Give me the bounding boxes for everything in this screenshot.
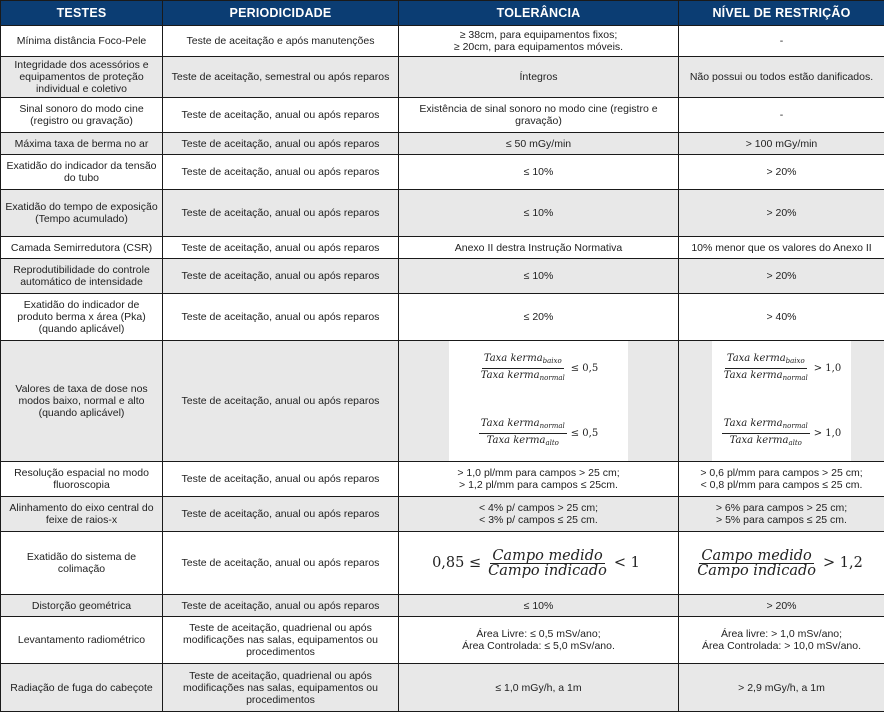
cell-restriction: - <box>679 26 884 57</box>
formula-dose-rest-2: $\frac{Taxa kerma_{normal}}{Taxa kerma_{alto}}$ > 1,0 <box>723 418 842 447</box>
tolerance-line: > 1,2 pl/mm para campos ≤ 25cm. <box>459 479 618 491</box>
cell-restriction: > 20% <box>679 595 884 617</box>
cell-restriction <box>679 341 884 462</box>
cell-test: Mínima distância Foco-Pele <box>1 26 163 57</box>
tolerance-line: < 3% p/ campos ≤ 25 cm. <box>479 514 598 526</box>
cell-period: Teste de aceitação, anual ou após reparos <box>163 237 399 259</box>
header-row <box>1 1 884 26</box>
cell-test: Alinhamento do eixo central do feixe de raios-x <box>1 497 163 532</box>
tolerance-line: > 1,0 pl/mm para campos > 25 cm; <box>457 467 620 479</box>
table-row <box>1 462 884 497</box>
tolerance-line: Área Livre: ≤ 0,5 mSv/ano; <box>476 628 601 640</box>
table-row <box>1 190 884 237</box>
tolerance-line: ≥ 38cm, para equipamentos fixos; <box>459 29 618 41</box>
cell-tolerance: ≤ 10% <box>399 595 679 617</box>
cell-period: Teste de aceitação, anual ou após reparos <box>163 259 399 294</box>
formula-colimation-rest: $\frac{\text{Campo medido}}{\text{Campo indicado}}$ > 1,2 <box>697 547 863 579</box>
tolerance-line: ≥ 20cm, para equipamentos móveis. <box>453 41 624 53</box>
cell-tolerance <box>399 497 679 532</box>
restriction-line: Área Controlada: > 10,0 mSv/ano. <box>701 640 862 652</box>
cell-test: Distorção geométrica <box>1 595 163 617</box>
table-row <box>1 664 884 712</box>
cell-tolerance: ≤ 50 mGy/min <box>399 133 679 155</box>
restriction-line: > 0,6 pl/mm para campos > 25 cm; <box>700 467 863 479</box>
formula-colimation-tol: 0,85 ≤ $\frac{\text{Campo medido}}{\text{Campo indicado}}$ < 1 <box>432 547 640 579</box>
cell-period: Teste de aceitação, anual ou após reparos <box>163 497 399 532</box>
cell-test: Exatidão do sistema de colimação <box>1 532 163 595</box>
table-row <box>1 237 884 259</box>
restriction-line: > 6% para campos > 25 cm; <box>715 502 848 514</box>
table-row <box>1 497 884 532</box>
cell-test: Levantamento radiométrico <box>1 617 163 664</box>
cell-restriction <box>679 617 884 664</box>
cell-restriction: - <box>679 98 884 133</box>
cell-period: Teste de aceitação, anual ou após reparos <box>163 133 399 155</box>
table-row <box>1 98 884 133</box>
cell-tolerance: Íntegros <box>399 57 679 98</box>
cell-test: Integridade dos acessórios e equipamentos de proteção individual e coletivo <box>1 57 163 98</box>
cell-tolerance: Anexo II destra Instrução Normativa <box>399 237 679 259</box>
cell-test: Exatidão do indicador de produto berma x área (Pka) (quando aplicável) <box>1 294 163 341</box>
cell-test: Resolução espacial no modo fluoroscopia <box>1 462 163 497</box>
cell-tolerance: ≤ 10% <box>399 155 679 190</box>
table-row <box>1 294 884 341</box>
cell-tolerance: ≤ 20% <box>399 294 679 341</box>
cell-period: Teste de aceitação, anual ou após reparos <box>163 341 399 462</box>
cell-period: Teste de aceitação, anual ou após reparos <box>163 595 399 617</box>
table-row <box>1 341 884 462</box>
cell-test: Camada Semirredutora (CSR) <box>1 237 163 259</box>
table-row <box>1 26 884 57</box>
cell-period: Teste de aceitação, anual ou após reparos <box>163 294 399 341</box>
table-row <box>1 617 884 664</box>
cell-period: Teste de aceitação, quadrienal ou após modificações nas salas, equipamentos ou procedimentos <box>163 664 399 712</box>
restriction-line: Área livre: > 1,0 mSv/ano; <box>720 628 843 640</box>
header-nivel-restricao: NÍVEL DE RESTRIÇÃO <box>679 1 884 26</box>
cell-tolerance <box>399 532 679 595</box>
cell-restriction: > 20% <box>679 155 884 190</box>
cell-period: Teste de aceitação, anual ou após reparos <box>163 155 399 190</box>
cell-period: Teste de aceitação, semestral ou após reparos <box>163 57 399 98</box>
cell-period: Teste de aceitação, anual ou após reparos <box>163 462 399 497</box>
table-row <box>1 133 884 155</box>
formula-dose-rest-1: $\frac{Taxa kerma_{baixo}}{Taxa kerma_{normal}}$ > 1,0 <box>723 353 842 382</box>
cell-test: Radiação de fuga do cabeçote <box>1 664 163 712</box>
header-tolerancia: TOLERÂNCIA <box>399 1 679 26</box>
cell-restriction: > 20% <box>679 190 884 237</box>
table-row <box>1 155 884 190</box>
cell-period: Teste de aceitação e após manutenções <box>163 26 399 57</box>
cell-test: Sinal sonoro do modo cine (registro ou gravação) <box>1 98 163 133</box>
cell-test: Reprodutibilidade do controle automático de intensidade <box>1 259 163 294</box>
cell-restriction: > 100 mGy/min <box>679 133 884 155</box>
table-row <box>1 595 884 617</box>
table-row <box>1 57 884 98</box>
cell-restriction: > 20% <box>679 259 884 294</box>
cell-period: Teste de aceitação, anual ou após reparos <box>163 190 399 237</box>
cell-tolerance <box>399 617 679 664</box>
formula-dose-tol-2: $\frac{Taxa kerma_{normal}}{Taxa kerma_{alto}}$ ≤ 0,5 <box>480 418 599 447</box>
header-periodicidade: PERIODICIDADE <box>163 1 399 26</box>
cell-restriction: 10% menor que os valores do Anexo II <box>679 237 884 259</box>
cell-test: Exatidão do indicador da tensão do tubo <box>1 155 163 190</box>
cell-restriction <box>679 497 884 532</box>
cell-tolerance: ≤ 10% <box>399 259 679 294</box>
cell-tolerance: ≤ 1,0 mGy/h, a 1m <box>399 664 679 712</box>
cell-test: Valores de taxa de dose nos modos baixo, normal e alto (quando aplicável) <box>1 341 163 462</box>
formula-box <box>712 341 851 461</box>
cell-period: Teste de aceitação, anual ou após reparos <box>163 98 399 133</box>
tolerance-line: < 4% p/ campos > 25 cm; <box>478 502 599 514</box>
cell-period: Teste de aceitação, quadrienal ou após modificações nas salas, equipamentos ou procedimentos <box>163 617 399 664</box>
table-row <box>1 259 884 294</box>
header-testes: TESTES <box>1 1 163 26</box>
formula-dose-tol-1: $\frac{Taxa kerma_{baixo}}{Taxa kerma_{normal}}$ ≤ 0,5 <box>480 353 599 382</box>
cell-test: Máxima taxa de berma no ar <box>1 133 163 155</box>
tolerance-line: Área Controlada: ≤ 5,0 mSv/ano. <box>462 640 615 652</box>
cell-restriction: Não possui ou todos estão danificados. <box>679 57 884 98</box>
cell-tolerance <box>399 341 679 462</box>
cell-test: Exatidão do tempo de exposição (Tempo acumulado) <box>1 190 163 237</box>
cell-tolerance <box>399 26 679 57</box>
cell-tolerance <box>399 462 679 497</box>
restriction-line: > 5% para campos ≤ 25 cm. <box>716 514 847 526</box>
cell-restriction: > 40% <box>679 294 884 341</box>
cell-period: Teste de aceitação, anual ou após reparos <box>163 532 399 595</box>
formula-box <box>449 341 628 461</box>
table-row <box>1 532 884 595</box>
cell-restriction <box>679 462 884 497</box>
cell-tolerance: Existência de sinal sonoro no modo cine (registro e gravação) <box>399 98 679 133</box>
cell-restriction <box>679 532 884 595</box>
restriction-line: < 0,8 pl/mm para campos ≤ 25 cm. <box>700 479 863 491</box>
cell-restriction: > 2,9 mGy/h, a 1m <box>679 664 884 712</box>
cell-tolerance: ≤ 10% <box>399 190 679 237</box>
